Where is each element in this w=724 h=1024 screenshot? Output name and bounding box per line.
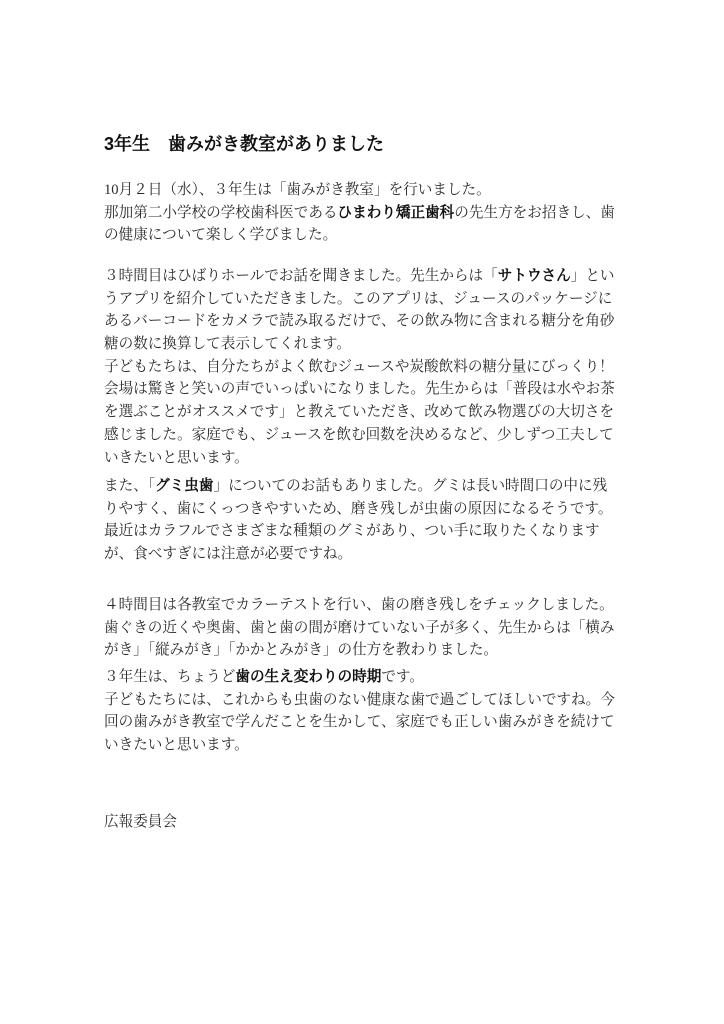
text-line — [104, 666, 615, 689]
text-line — [104, 333, 615, 356]
text-segment: また、「 — [104, 478, 156, 494]
text-segment: あるバーコードをカメラで読み取るだけで、その飲み物に含まれる糖分を角砂 — [104, 313, 615, 330]
text-segment: 10月２日（水）、３年生は「歯みがき教室」を行いました。 — [104, 182, 491, 198]
text-segment: 子どもたちには、これからも虫歯のない健康な歯で過ごしてほしいですね。今 — [104, 691, 615, 708]
text-line — [104, 356, 615, 379]
text-segment: 那加第二小学校の学校歯科医である — [104, 204, 338, 221]
text-line — [104, 734, 615, 757]
text-segment: 糖の数に換算して表示してくれます。 — [104, 336, 351, 353]
text-segment: 」についてのお話もありました。グミは長い時間口の中に残 — [213, 478, 608, 494]
paragraph — [104, 666, 615, 757]
text-line — [104, 401, 615, 424]
text-segment: うアプリを紹介していただきました。このアプリは、ジュースのパッケージに — [104, 290, 613, 307]
text-line — [104, 639, 615, 662]
text-segment: を選ぶことがオススメです」と教えていただき、改めて飲み物選びの大切さを — [104, 404, 615, 421]
paragraph — [104, 265, 615, 469]
text-line — [104, 594, 615, 617]
text-segment: いきたいと思います。 — [104, 449, 249, 466]
text-segment: ３年生は、ちょうど — [104, 669, 236, 685]
text-segment: ３時間目はひばりホールでお話を聞きました。先生からは「 — [104, 268, 498, 284]
text-line — [104, 265, 615, 288]
text-segment: 」とい — [570, 268, 615, 284]
text-segment: です。 — [381, 669, 424, 685]
bold-text: ひまわり矯正歯科 — [337, 204, 455, 221]
text-line — [104, 424, 615, 447]
text-segment: いきたいと思います。 — [104, 737, 249, 754]
text-line — [104, 498, 612, 521]
bold-text: 歯の生え変わりの時期 — [235, 669, 382, 685]
text-line — [104, 475, 612, 498]
text-line — [104, 310, 615, 333]
text-line — [104, 520, 612, 543]
text-segment: の先生方をお招きし、歯 — [454, 204, 615, 221]
text-line — [104, 711, 615, 734]
text-line — [104, 288, 615, 311]
text-segment: ４時間目は各教室でカラーテストを行い、歯の磨き残しをチェックしました。 — [104, 597, 614, 613]
paragraph — [104, 179, 615, 247]
page-title: 3年生 歯みがき教室がありました — [104, 134, 385, 154]
paragraph — [104, 594, 615, 662]
text-segment: 歯ぐきの近くや奥歯、歯と歯の間が磨けていない子が多く、先生からは「横み — [104, 619, 615, 636]
text-segment: 感じました。家庭でも、ジュースを飲む回数を決めるなど、少しずつ工夫して — [104, 426, 614, 443]
text-segment: りやすく、歯にくっつきやすいため、磨き残しが虫歯の原因になるそうです。 — [104, 500, 613, 517]
bold-text: グミ虫歯 — [155, 478, 214, 494]
text-segment: がき」「縦みがき」「かかとみがき」の仕方を教わりました。 — [104, 642, 499, 659]
text-segment: の健康について楽しく学びました。 — [104, 227, 338, 244]
text-line — [104, 224, 615, 247]
text-line — [104, 179, 615, 202]
text-line — [104, 617, 615, 640]
text-segment: 子どもたちは、自分たちがよく飲むジュースや炭酸飲料の糖分量にびっくり！ — [104, 358, 614, 375]
text-line — [104, 202, 615, 225]
text-segment: 会場は驚きと笑いの声でいっぱいになりました。先生からは「普段は水やお茶 — [104, 381, 615, 398]
text-line — [104, 378, 615, 401]
text-segment: 回の歯みがき教室で学んだことを生かして、家庭でも正しい歯みがきを続けて — [104, 714, 615, 731]
signature: 広報委員会 — [104, 814, 177, 830]
text-line — [104, 447, 615, 470]
text-line — [104, 543, 612, 566]
text-segment: 最近はカラフルでさまざまな種類のグミがあり、つい手に取りたくなります — [104, 523, 600, 540]
text-line — [104, 689, 615, 712]
paragraph — [104, 475, 612, 566]
bold-text: サトウさん — [497, 268, 571, 284]
text-segment: が、食べすぎには注意が必要ですね。 — [104, 546, 353, 563]
